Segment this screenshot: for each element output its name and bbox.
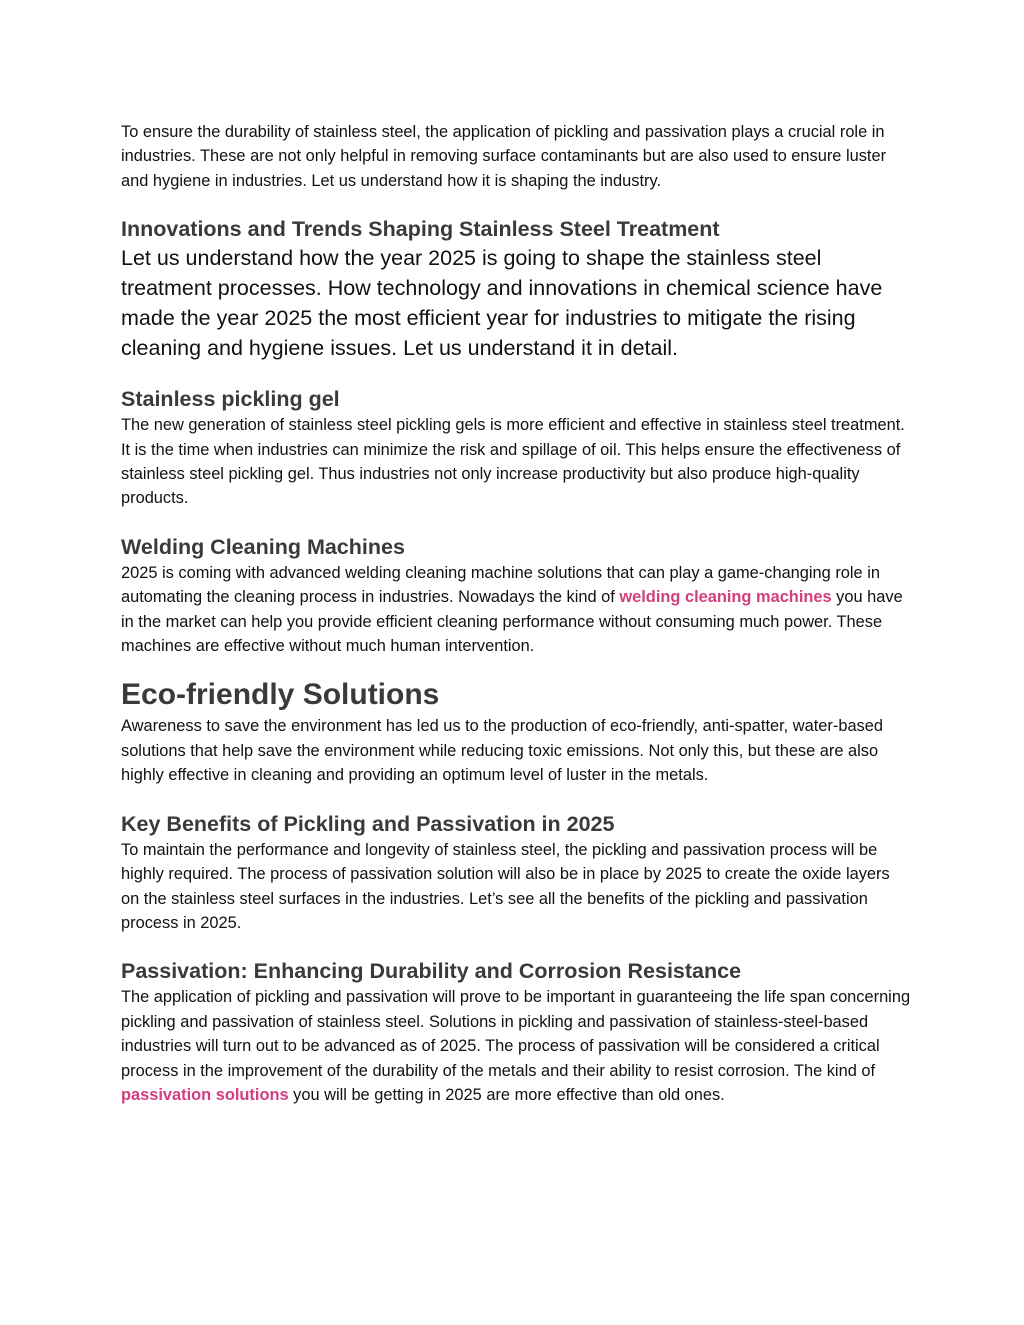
eco-section [121,676,911,787]
pickling-gel-section [121,385,911,511]
pickling-gel-heading: Stainless pickling gel [121,387,340,412]
benefits-paragraph: To maintain the performance and longevity of stainless steel, the pickling and passivation process will be highly required. The process of passivation solution will also be in place by 2025 to create the oxide layers on the stainless steel surfaces in the industries. Let’s see all the benefits of the pickling and passivation process in 2025. [121,840,890,932]
passivation-text-before: The application of pickling and passivation will prove to be important in guaranteeing the life span concerning pickling and passivation of stainless steel. Solutions in pickling and passivation of stainless-steel-based industries will turn out to be advanced as of 2025. The process of passivation will be considered a critical process in the improvement of the durability of the metals and their ability to resist corrosion. The kind of [121,988,911,1080]
benefits-section [121,810,911,936]
passivation-paragraph [121,985,911,1107]
passivation-text-after: you will be getting in 2025 are more effective than old ones. [288,1085,725,1104]
innovations-paragraph: Let us understand how the year 2025 is going to shape the stainless steel treatment processes. How technology and innovations in chemical science have made the year 2025 the most efficient year for industries to mitigate the rising cleaning and hygiene issues. Let us understand it in detail. [121,246,883,361]
passivation-solutions-link[interactable]: passivation solutions [121,1085,289,1104]
eco-heading: Eco-friendly Solutions [121,678,440,712]
passivation-section [121,957,911,1107]
welding-heading: Welding Cleaning Machines [121,534,405,559]
innovations-section [121,215,911,363]
passivation-heading: Passivation: Enhancing Durability and Corrosion Resistance [121,959,742,984]
welding-text-before: 2025 is coming with advanced welding cleaning machine solutions that can play a game-changing role in automating the cleaning process in industries. Nowadays the kind of [121,563,880,607]
pickling-gel-paragraph: The new generation of stainless steel pickling gels is more efficient and effective in stainless steel treatment. It is the time when industries can minimize the risk and spillage of oil. This helps ensure the effectiveness of stainless steel pickling gel. Thus industries not only increase productivity but also produce high-quality products. [121,416,905,508]
welding-section [121,533,911,659]
intro-paragraph: To ensure the durability of stainless steel, the application of pickling and passivation plays a crucial role in industries. These are not only helpful in removing surface contaminants but are also used to ensure luster and hygiene in industries. Let us understand how it is shaping the industry. [121,123,887,190]
innovations-heading: Innovations and Trends Shaping Stainless Steel Treatment [121,217,720,242]
document-page [121,120,911,1107]
welding-text-after: you have in the market can help you provide efficient cleaning performance without consuming much power. These machines are effective without much human intervention. [121,588,903,656]
eco-paragraph: Awareness to save the environment has led us to the production of eco-friendly, anti-spatter, water-based solutions that help save the environment while reducing toxic emissions. Not only this, but these are also highly effective in cleaning and providing an optimum level of luster in the metals. [121,717,883,785]
welding-paragraph [121,561,911,659]
welding-cleaning-machines-link[interactable]: welding cleaning machines [619,588,832,607]
benefits-heading: Key Benefits of Pickling and Passivation in 2025 [121,811,615,836]
